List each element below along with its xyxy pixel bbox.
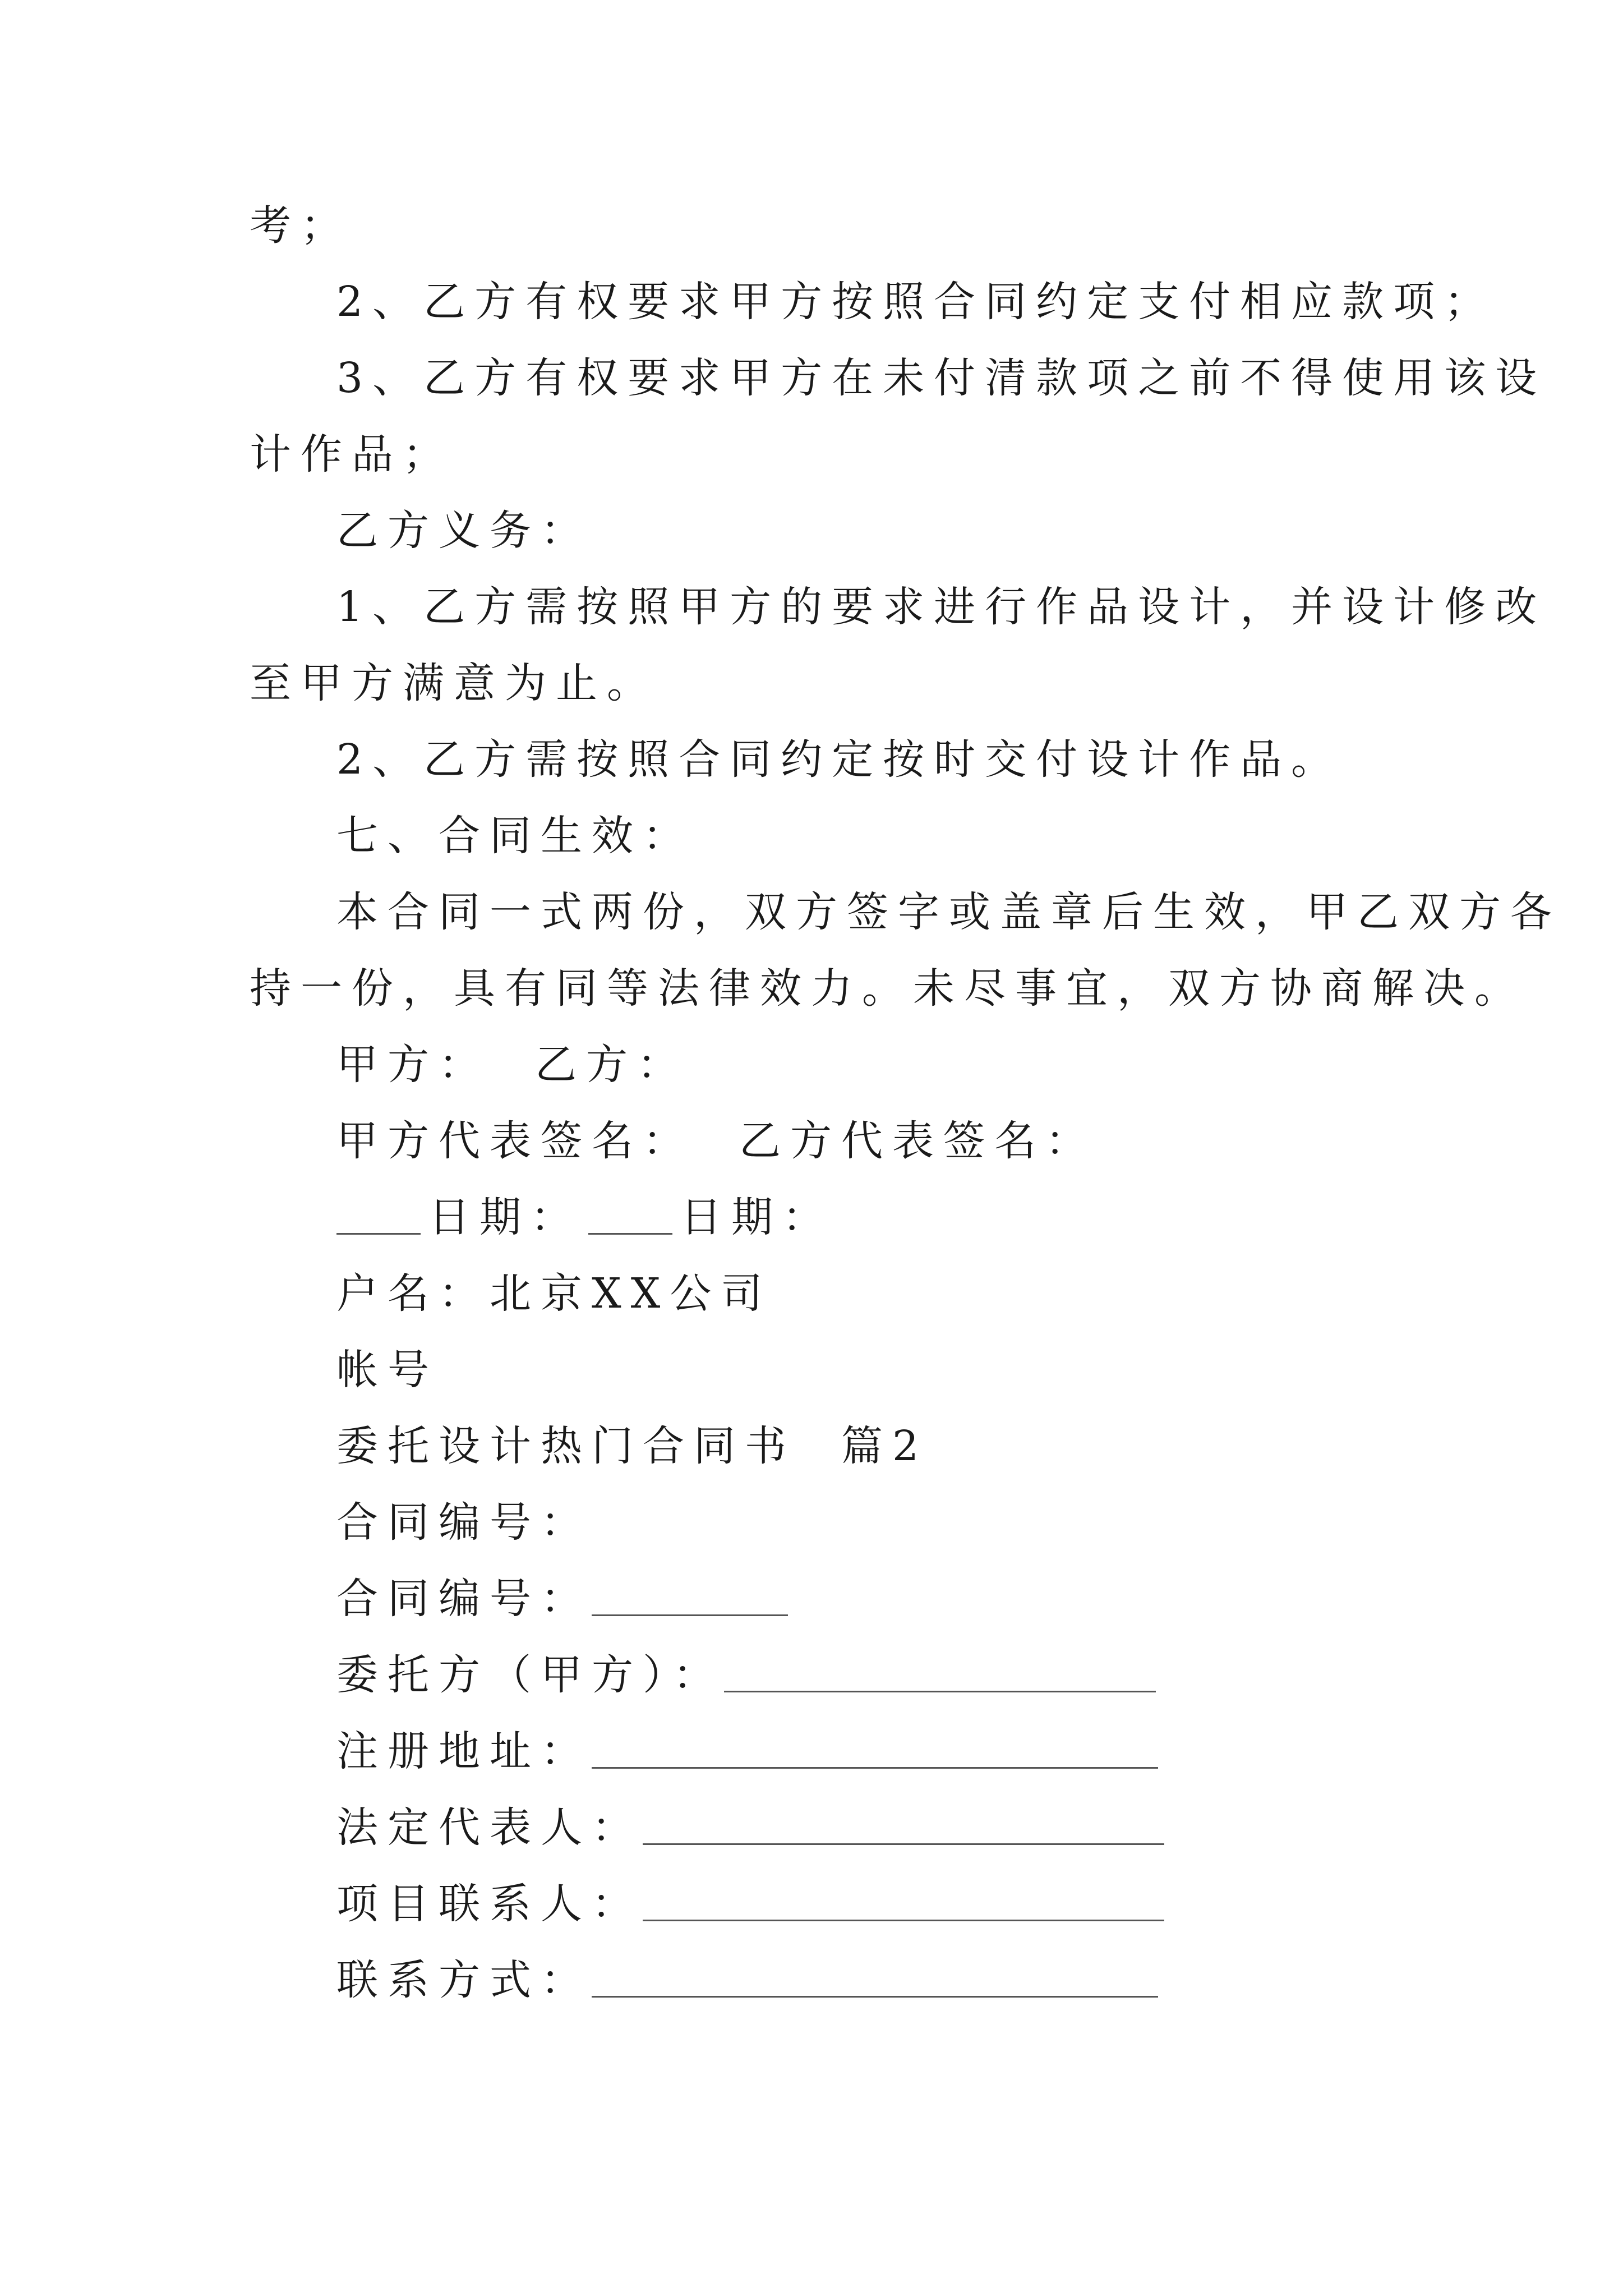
text-line: 2、乙方有权要求甲方按照合同约定支付相应款项； <box>336 278 1496 326</box>
project-contact-blank[interactable] <box>643 1876 1164 1921</box>
form-row-project-contact <box>336 1876 1464 1932</box>
field-label: 注册地址： <box>336 1727 592 1775</box>
field-label: 委托方（甲方）： <box>336 1651 724 1699</box>
form-row-legal-rep <box>336 1800 1464 1856</box>
text-line: 持一份，具有同等法律效力。未尽事宜，双方协商解决。 <box>250 964 1525 1013</box>
field-label: 项目联系人： <box>336 1880 643 1928</box>
signature-blank-1[interactable] <box>336 1189 421 1235</box>
text-line: 七、合同生效： <box>336 812 694 860</box>
account-number-label: 帐号 <box>336 1346 439 1394</box>
text-line: 计作品； <box>250 430 454 478</box>
contract-no-heading: 合同编号： <box>336 1498 592 1547</box>
client-blank[interactable] <box>724 1647 1156 1692</box>
field-label: 法定代表人： <box>336 1803 643 1852</box>
contact-blank[interactable] <box>592 1952 1158 1998</box>
account-name: 户名：北京XX公司 <box>336 1269 772 1318</box>
form-row-client <box>336 1647 1464 1703</box>
party-line: 甲方： 乙方： <box>336 1041 689 1089</box>
text-line: 3、乙方有权要求甲方在未付清款项之前不得使用该设 <box>336 354 1547 402</box>
field-label: 联系方式： <box>336 1956 592 2004</box>
date-label-2: 日期： <box>680 1193 833 1241</box>
text-line: 考； <box>250 201 352 250</box>
signature-line: 甲方代表签名： 乙方代表签名： <box>336 1117 1097 1165</box>
address-blank[interactable] <box>592 1723 1158 1769</box>
date-line <box>336 1189 1464 1245</box>
date-label-1: 日期： <box>428 1193 582 1241</box>
text-line: 本合同一式两份，双方签字或盖章后生效，甲乙双方各 <box>336 888 1561 936</box>
section-title: 委托设计热门合同书 篇2 <box>336 1422 929 1470</box>
form-row-contract-no <box>336 1571 1464 1627</box>
text-line: 1、乙方需按照甲方的要求进行作品设计，并设计修改 <box>336 583 1547 631</box>
text-line: 乙方义务： <box>336 507 592 555</box>
contract-no-blank[interactable] <box>592 1571 788 1616</box>
legal-rep-blank[interactable] <box>643 1800 1164 1845</box>
form-row-contact <box>336 1952 1464 2008</box>
text-line: 2、乙方需按照合同约定按时交付设计作品。 <box>336 735 1343 784</box>
field-label: 合同编号： <box>336 1575 592 1623</box>
signature-blank-2[interactable] <box>588 1189 672 1235</box>
text-line: 至甲方满意为止。 <box>250 659 658 707</box>
form-row-address <box>336 1723 1464 1779</box>
